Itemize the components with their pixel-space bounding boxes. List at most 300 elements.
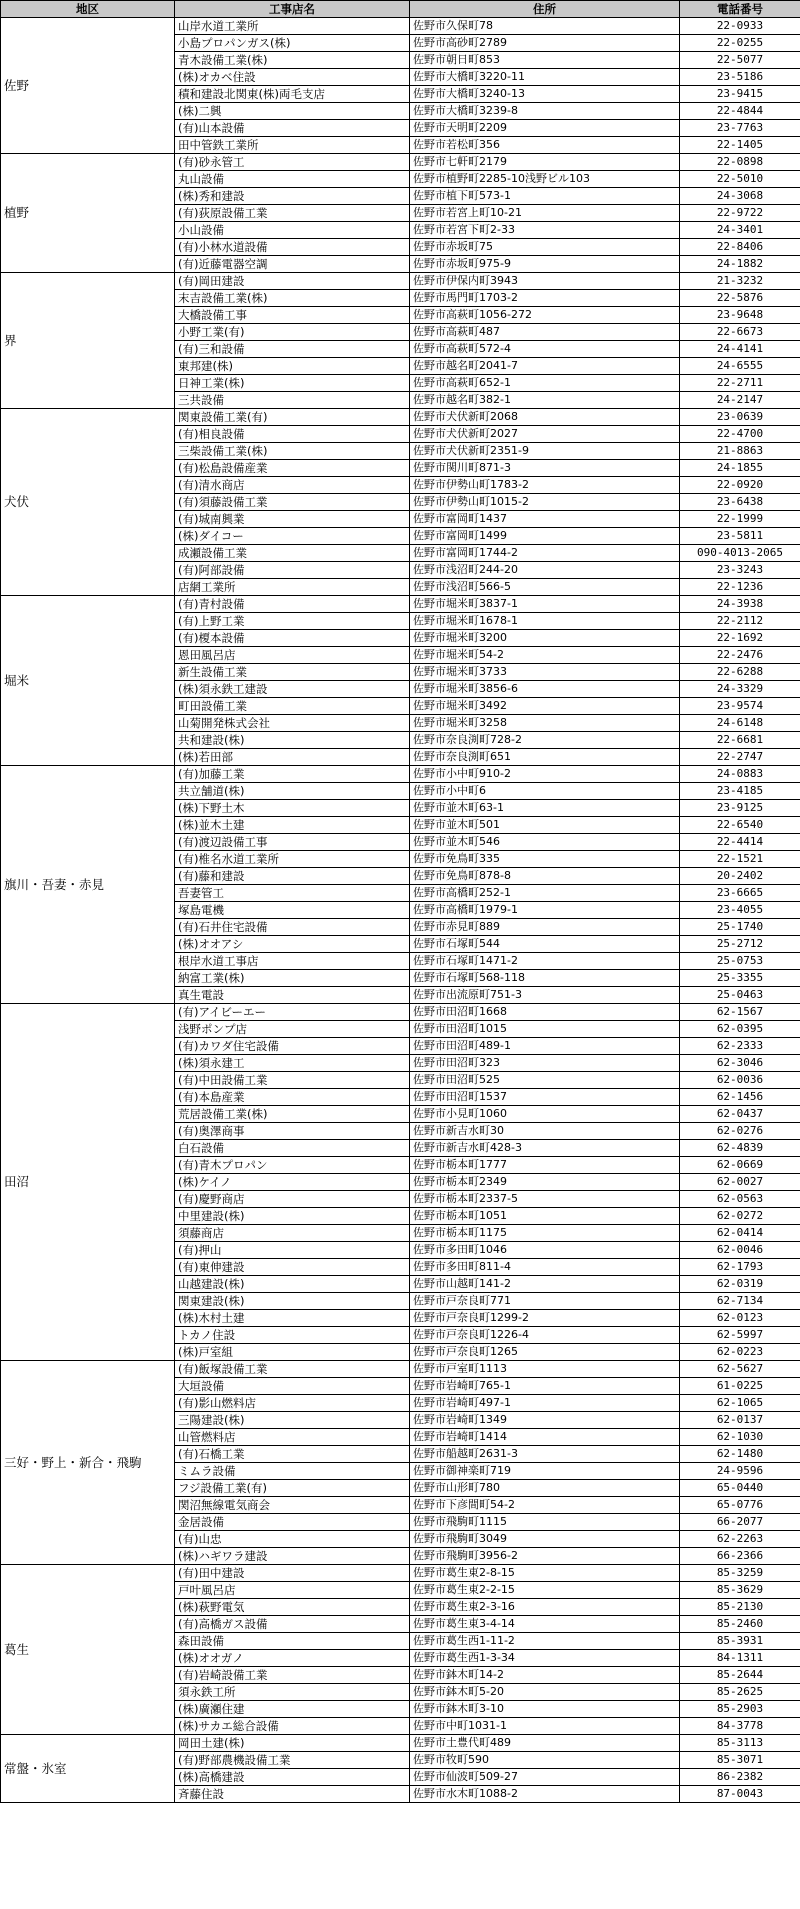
tel-cell: 22-6673 [680, 324, 800, 341]
tel-cell: 24-6555 [680, 358, 800, 375]
address-cell: 佐野市堀米町3200 [410, 630, 680, 647]
address-cell: 佐野市石塚町1471-2 [410, 953, 680, 970]
address-cell: 佐野市葛生東2-2-15 [410, 1582, 680, 1599]
table-row [1, 1735, 800, 1752]
contractor-name-cell: (有)近藤電器空調 [175, 256, 410, 273]
tel-cell: 62-0137 [680, 1412, 800, 1429]
address-cell: 佐野市免鳥町335 [410, 851, 680, 868]
table-header [1, 1, 800, 18]
contractor-name-cell: (有)高橋ガス設備 [175, 1616, 410, 1633]
contractor-name-cell: (有)三和設備 [175, 341, 410, 358]
address-cell: 佐野市犬伏新町2068 [410, 409, 680, 426]
address-cell: 佐野市富岡町1499 [410, 528, 680, 545]
address-cell: 佐野市船越町2631-3 [410, 1446, 680, 1463]
contractor-name-cell: (株)オオアシ [175, 936, 410, 953]
header-row [1, 1, 800, 18]
contractor-name-cell: (有)須藤設備工業 [175, 494, 410, 511]
table-row [1, 1004, 800, 1021]
tel-cell: 62-0563 [680, 1191, 800, 1208]
contractor-name-cell: 新生設備工業 [175, 664, 410, 681]
contractor-name-cell: (有)荻原設備工業 [175, 205, 410, 222]
address-cell: 佐野市若松町356 [410, 137, 680, 154]
address-cell: 佐野市並木町546 [410, 834, 680, 851]
tel-cell: 66-2077 [680, 1514, 800, 1531]
tel-cell: 62-0036 [680, 1072, 800, 1089]
contractor-name-cell: 共和建設(株) [175, 732, 410, 749]
address-cell: 佐野市浅沼町244-20 [410, 562, 680, 579]
contractor-name-cell: 荒居設備工業(株) [175, 1106, 410, 1123]
contractor-name-cell: (有)清水商店 [175, 477, 410, 494]
tel-cell: 62-0027 [680, 1174, 800, 1191]
contractor-name-cell: 中里建設(株) [175, 1208, 410, 1225]
tel-cell: 21-3232 [680, 273, 800, 290]
tel-cell: 22-0933 [680, 18, 800, 35]
contractor-name-cell: (有)奥澤商事 [175, 1123, 410, 1140]
contractor-name-cell: 山岸水道工業所 [175, 18, 410, 35]
address-cell: 佐野市飛駒町3049 [410, 1531, 680, 1548]
address-cell: 佐野市若宮上町10-21 [410, 205, 680, 222]
tel-cell: 62-5997 [680, 1327, 800, 1344]
contractor-name-cell: (有)野部農機設備工業 [175, 1752, 410, 1769]
contractor-name-cell: 金居設備 [175, 1514, 410, 1531]
tel-cell: 22-0255 [680, 35, 800, 52]
contractor-name-cell: 店網工業所 [175, 579, 410, 596]
address-cell: 佐野市田沼町1015 [410, 1021, 680, 1038]
contractor-name-cell: (有)飯塚設備工業 [175, 1361, 410, 1378]
contractor-name-cell: 東邦建(株) [175, 358, 410, 375]
tel-cell: 22-1236 [680, 579, 800, 596]
tel-cell: 23-4185 [680, 783, 800, 800]
tel-cell: 62-0276 [680, 1123, 800, 1140]
tel-cell: 22-8406 [680, 239, 800, 256]
address-cell: 佐野市栃本町1051 [410, 1208, 680, 1225]
tel-cell: 23-3243 [680, 562, 800, 579]
tel-cell: 62-1480 [680, 1446, 800, 1463]
table-row [1, 409, 800, 426]
address-cell: 佐野市土豊代町489 [410, 1735, 680, 1752]
contractor-name-cell: (有)押山 [175, 1242, 410, 1259]
contractor-name-cell: (有)渡辺設備工事 [175, 834, 410, 851]
contractor-name-cell: 納富工業(株) [175, 970, 410, 987]
header-name: 工事店名 [175, 1, 410, 18]
tel-cell: 22-1521 [680, 851, 800, 868]
contractor-name-cell: 白石設備 [175, 1140, 410, 1157]
address-cell: 佐野市中町1031-1 [410, 1718, 680, 1735]
tel-cell: 84-1311 [680, 1650, 800, 1667]
tel-cell: 25-0463 [680, 987, 800, 1004]
tel-cell: 62-0272 [680, 1208, 800, 1225]
contractor-name-cell: 須永鉄工所 [175, 1684, 410, 1701]
tel-cell: 85-2130 [680, 1599, 800, 1616]
contractor-name-cell: (有)上野工業 [175, 613, 410, 630]
address-cell: 佐野市並木町501 [410, 817, 680, 834]
tel-cell: 66-2366 [680, 1548, 800, 1565]
tel-cell: 22-6288 [680, 664, 800, 681]
contractor-name-cell: (有)椎名水道工業所 [175, 851, 410, 868]
contractor-name-cell: (株)萩野電気 [175, 1599, 410, 1616]
address-cell: 佐野市富岡町1744-2 [410, 545, 680, 562]
tel-cell: 62-1793 [680, 1259, 800, 1276]
contractor-name-cell: (株)オカベ住設 [175, 69, 410, 86]
tel-cell: 23-0639 [680, 409, 800, 426]
tel-cell: 24-0883 [680, 766, 800, 783]
address-cell: 佐野市葛生東2-8-15 [410, 1565, 680, 1582]
contractor-name-cell: (有)岡田建設 [175, 273, 410, 290]
contractor-name-cell: 山管燃料店 [175, 1429, 410, 1446]
address-cell: 佐野市奈良渕町728-2 [410, 732, 680, 749]
tel-cell: 85-3071 [680, 1752, 800, 1769]
address-cell: 佐野市田沼町1537 [410, 1089, 680, 1106]
contractor-name-cell: (有)榎本設備 [175, 630, 410, 647]
address-cell: 佐野市戸室町1113 [410, 1361, 680, 1378]
address-cell: 佐野市伊勢山町1015-2 [410, 494, 680, 511]
contractor-name-cell: 関東設備工業(有) [175, 409, 410, 426]
address-cell: 佐野市葛生東2-3-16 [410, 1599, 680, 1616]
tel-cell: 25-2712 [680, 936, 800, 953]
address-cell: 佐野市葛生西1-3-34 [410, 1650, 680, 1667]
address-cell: 佐野市田沼町323 [410, 1055, 680, 1072]
address-cell: 佐野市大橋町3240-13 [410, 86, 680, 103]
address-cell: 佐野市高橋町1979-1 [410, 902, 680, 919]
tel-cell: 62-1065 [680, 1395, 800, 1412]
contractor-name-cell: 三柴設備工業(株) [175, 443, 410, 460]
tel-cell: 22-2711 [680, 375, 800, 392]
address-cell: 佐野市山形町780 [410, 1480, 680, 1497]
address-cell: 佐野市飛駒町3956-2 [410, 1548, 680, 1565]
tel-cell: 24-3068 [680, 188, 800, 205]
tel-cell: 85-3113 [680, 1735, 800, 1752]
contractor-name-cell: (有)慶野商店 [175, 1191, 410, 1208]
address-cell: 佐野市高砂町2789 [410, 35, 680, 52]
contractor-name-cell: (株)高橋建設 [175, 1769, 410, 1786]
tel-cell: 86-2382 [680, 1769, 800, 1786]
address-cell: 佐野市朝日町853 [410, 52, 680, 69]
tel-cell: 62-3046 [680, 1055, 800, 1072]
contractor-name-cell: 斉藤住設 [175, 1786, 410, 1803]
area-cell: 田沼 [1, 1004, 175, 1361]
contractor-name-cell: 末吉設備工業(株) [175, 290, 410, 307]
contractor-name-cell: (株)須永鉄工建設 [175, 681, 410, 698]
address-cell: 佐野市飛駒町1115 [410, 1514, 680, 1531]
address-cell: 佐野市伊保内町3943 [410, 273, 680, 290]
tel-cell: 22-4700 [680, 426, 800, 443]
table-row [1, 766, 800, 783]
tel-cell: 62-0395 [680, 1021, 800, 1038]
address-cell: 佐野市高萩町487 [410, 324, 680, 341]
area-cell: 界 [1, 273, 175, 409]
tel-cell: 62-0223 [680, 1344, 800, 1361]
address-cell: 佐野市田沼町525 [410, 1072, 680, 1089]
contractor-name-cell: 町田設備工業 [175, 698, 410, 715]
address-cell: 佐野市小中町910-2 [410, 766, 680, 783]
address-cell: 佐野市栃本町2349 [410, 1174, 680, 1191]
table-row [1, 1565, 800, 1582]
address-cell: 佐野市葛生西1-11-2 [410, 1633, 680, 1650]
tel-cell: 23-9574 [680, 698, 800, 715]
tel-cell: 24-4141 [680, 341, 800, 358]
tel-cell: 24-2147 [680, 392, 800, 409]
contractor-name-cell: 山菊開発株式会社 [175, 715, 410, 732]
area-cell: 常盤・氷室 [1, 1735, 175, 1803]
address-cell: 佐野市鉢木町5-20 [410, 1684, 680, 1701]
contractor-name-cell: 共立舗道(株) [175, 783, 410, 800]
contractor-name-cell: ミムラ設備 [175, 1463, 410, 1480]
contractor-name-cell: (株)並木土建 [175, 817, 410, 834]
address-cell: 佐野市水木町1088-2 [410, 1786, 680, 1803]
contractor-name-cell: 小山設備 [175, 222, 410, 239]
tel-cell: 22-2112 [680, 613, 800, 630]
address-cell: 佐野市馬門町1703-2 [410, 290, 680, 307]
contractor-name-cell: (有)青木プロパン [175, 1157, 410, 1174]
contractor-name-cell: (有)本島産業 [175, 1089, 410, 1106]
address-cell: 佐野市戸奈良町1226-4 [410, 1327, 680, 1344]
area-cell: 葛生 [1, 1565, 175, 1735]
contractor-name-cell: (有)石井住宅設備 [175, 919, 410, 936]
address-cell: 佐野市出流原町751-3 [410, 987, 680, 1004]
tel-cell: 62-1030 [680, 1429, 800, 1446]
contractor-name-cell: (株)若田部 [175, 749, 410, 766]
address-cell: 佐野市堀米町3837-1 [410, 596, 680, 613]
table-row [1, 154, 800, 171]
contractor-name-cell: 三陽建設(株) [175, 1412, 410, 1429]
address-cell: 佐野市鉢木町3-10 [410, 1701, 680, 1718]
tel-cell: 62-0669 [680, 1157, 800, 1174]
address-cell: 佐野市葛生東3-4-14 [410, 1616, 680, 1633]
tel-cell: 84-3778 [680, 1718, 800, 1735]
tel-cell: 21-8863 [680, 443, 800, 460]
table-row [1, 273, 800, 290]
address-cell: 佐野市免鳥町878-8 [410, 868, 680, 885]
tel-cell: 85-2625 [680, 1684, 800, 1701]
contractor-name-cell: (株)須永建工 [175, 1055, 410, 1072]
address-cell: 佐野市越名町2041-7 [410, 358, 680, 375]
tel-cell: 23-5186 [680, 69, 800, 86]
contractor-name-cell: (有)中田設備工業 [175, 1072, 410, 1089]
tel-cell: 62-7134 [680, 1293, 800, 1310]
tel-cell: 85-2644 [680, 1667, 800, 1684]
tel-cell: 23-6665 [680, 885, 800, 902]
contractor-name-cell: (有)加藤工業 [175, 766, 410, 783]
area-cell: 犬伏 [1, 409, 175, 596]
address-cell: 佐野市新吉水町30 [410, 1123, 680, 1140]
tel-cell: 62-0319 [680, 1276, 800, 1293]
tel-cell: 24-1882 [680, 256, 800, 273]
contractor-name-cell: (有)藤和建設 [175, 868, 410, 885]
tel-cell: 22-5876 [680, 290, 800, 307]
contractor-name-cell: (株)木村土建 [175, 1310, 410, 1327]
contractor-name-cell: (有)相良設備 [175, 426, 410, 443]
address-cell: 佐野市越名町382-1 [410, 392, 680, 409]
tel-cell: 85-3629 [680, 1582, 800, 1599]
tel-cell: 25-0753 [680, 953, 800, 970]
address-cell: 佐野市高萩町572-4 [410, 341, 680, 358]
contractor-name-cell: 成瀬設備工業 [175, 545, 410, 562]
table-body [1, 18, 800, 1803]
address-cell: 佐野市鉢木町14-2 [410, 1667, 680, 1684]
address-cell: 佐野市堀米町3856-6 [410, 681, 680, 698]
contractor-name-cell: 戸叶風呂店 [175, 1582, 410, 1599]
contractor-name-cell: 塚島電機 [175, 902, 410, 919]
address-cell: 佐野市植野町2285-10浅野ビル103 [410, 171, 680, 188]
address-cell: 佐野市久保町78 [410, 18, 680, 35]
contractor-name-cell: 恩田風呂店 [175, 647, 410, 664]
address-cell: 佐野市牧町590 [410, 1752, 680, 1769]
tel-cell: 62-2333 [680, 1038, 800, 1055]
address-cell: 佐野市栃本町1175 [410, 1225, 680, 1242]
address-cell: 佐野市高萩町652-1 [410, 375, 680, 392]
tel-cell: 23-7763 [680, 120, 800, 137]
tel-cell: 23-5811 [680, 528, 800, 545]
address-cell: 佐野市御神楽町719 [410, 1463, 680, 1480]
address-cell: 佐野市奈良渕町651 [410, 749, 680, 766]
tel-cell: 23-9415 [680, 86, 800, 103]
contractor-name-cell: 小野工業(有) [175, 324, 410, 341]
tel-cell: 22-4414 [680, 834, 800, 851]
address-cell: 佐野市栃本町1777 [410, 1157, 680, 1174]
area-cell: 植野 [1, 154, 175, 273]
contractor-name-cell: (有)城南興業 [175, 511, 410, 528]
tel-cell: 22-1405 [680, 137, 800, 154]
address-cell: 佐野市田沼町489-1 [410, 1038, 680, 1055]
contractor-name-cell: 吾妻管工 [175, 885, 410, 902]
tel-cell: 22-1999 [680, 511, 800, 528]
contractor-name-cell: (有)石橋工業 [175, 1446, 410, 1463]
address-cell: 佐野市若宮下町2-33 [410, 222, 680, 239]
tel-cell: 24-6148 [680, 715, 800, 732]
area-cell: 旗川・吾妻・赤見 [1, 766, 175, 1004]
address-cell: 佐野市岩崎町765-1 [410, 1378, 680, 1395]
address-cell: 佐野市栃本町2337-5 [410, 1191, 680, 1208]
address-cell: 佐野市大橋町3220-11 [410, 69, 680, 86]
address-cell: 佐野市関川町871-3 [410, 460, 680, 477]
contractor-name-cell: トカノ住設 [175, 1327, 410, 1344]
area-cell: 佐野 [1, 18, 175, 154]
tel-cell: 23-4055 [680, 902, 800, 919]
address-cell: 佐野市戸奈良町771 [410, 1293, 680, 1310]
contractor-name-cell: 森田設備 [175, 1633, 410, 1650]
address-cell: 佐野市堀米町3492 [410, 698, 680, 715]
contractor-name-cell: (株)ダイコー [175, 528, 410, 545]
contractor-name-cell: (有)影山燃料店 [175, 1395, 410, 1412]
header-area: 地区 [1, 1, 175, 18]
tel-cell: 20-2402 [680, 868, 800, 885]
contractor-name-cell: 山越建設(株) [175, 1276, 410, 1293]
address-cell: 佐野市堀米町3258 [410, 715, 680, 732]
tel-cell: 62-1567 [680, 1004, 800, 1021]
tel-cell: 22-4844 [680, 103, 800, 120]
header-tel: 電話番号 [680, 1, 800, 18]
tel-cell: 62-4839 [680, 1140, 800, 1157]
contractor-name-cell: 田中管鉄工業所 [175, 137, 410, 154]
address-cell: 佐野市石塚町568-118 [410, 970, 680, 987]
contractor-name-cell: 岡田土建(株) [175, 1735, 410, 1752]
address-cell: 佐野市岩崎町1349 [410, 1412, 680, 1429]
tel-cell: 22-2747 [680, 749, 800, 766]
tel-cell: 24-3401 [680, 222, 800, 239]
address-cell: 佐野市伊勢山町1783-2 [410, 477, 680, 494]
table-row [1, 18, 800, 35]
tel-cell: 24-3329 [680, 681, 800, 698]
tel-cell: 090-4013-2065 [680, 545, 800, 562]
address-cell: 佐野市堀米町1678-1 [410, 613, 680, 630]
tel-cell: 22-9722 [680, 205, 800, 222]
contractor-name-cell: (株)ケイノ [175, 1174, 410, 1191]
tel-cell: 22-1692 [680, 630, 800, 647]
tel-cell: 62-2263 [680, 1531, 800, 1548]
contractor-name-cell: (有)青村設備 [175, 596, 410, 613]
address-cell: 佐野市天明町2209 [410, 120, 680, 137]
address-cell: 佐野市植下町573-1 [410, 188, 680, 205]
table-row [1, 596, 800, 613]
contractor-name-cell: (株)ハギワラ建設 [175, 1548, 410, 1565]
address-cell: 佐野市堀米町3733 [410, 664, 680, 681]
address-cell: 佐野市富岡町1437 [410, 511, 680, 528]
tel-cell: 85-2903 [680, 1701, 800, 1718]
tel-cell: 24-3938 [680, 596, 800, 613]
tel-cell: 85-3931 [680, 1633, 800, 1650]
address-cell: 佐野市戸奈良町1265 [410, 1344, 680, 1361]
contractor-name-cell: (株)下野土木 [175, 800, 410, 817]
contractor-name-cell: (株)サカエ総合設備 [175, 1718, 410, 1735]
contractor-name-cell: (有)松島設備産業 [175, 460, 410, 477]
address-cell: 佐野市小見町1060 [410, 1106, 680, 1123]
address-cell: 佐野市赤見町889 [410, 919, 680, 936]
tel-cell: 62-0123 [680, 1310, 800, 1327]
tel-cell: 22-0898 [680, 154, 800, 171]
tel-cell: 23-9125 [680, 800, 800, 817]
address-cell: 佐野市堀米町54-2 [410, 647, 680, 664]
table-row [1, 1361, 800, 1378]
contractor-name-cell: 根岸水道工事店 [175, 953, 410, 970]
tel-cell: 65-0776 [680, 1497, 800, 1514]
tel-cell: 23-6438 [680, 494, 800, 511]
address-cell: 佐野市高萩町1056-272 [410, 307, 680, 324]
tel-cell: 22-2476 [680, 647, 800, 664]
tel-cell: 24-9596 [680, 1463, 800, 1480]
contractor-name-cell: (株)戸室組 [175, 1344, 410, 1361]
tel-cell: 62-0414 [680, 1225, 800, 1242]
contractor-name-cell: (有)山本設備 [175, 120, 410, 137]
address-cell: 佐野市大橋町3239-8 [410, 103, 680, 120]
address-cell: 佐野市赤坂町975-9 [410, 256, 680, 273]
contractor-name-cell: 真生電設 [175, 987, 410, 1004]
contractor-name-cell: (株)秀和建設 [175, 188, 410, 205]
tel-cell: 23-9648 [680, 307, 800, 324]
tel-cell: 62-1456 [680, 1089, 800, 1106]
tel-cell: 85-2460 [680, 1616, 800, 1633]
contractor-name-cell: 大垣設備 [175, 1378, 410, 1395]
contractor-name-cell: (株)オオガノ [175, 1650, 410, 1667]
area-cell: 三好・野上・新合・飛駒 [1, 1361, 175, 1565]
address-cell: 佐野市高橋町252-1 [410, 885, 680, 902]
address-cell: 佐野市石塚町544 [410, 936, 680, 953]
contractor-name-cell: 丸山設備 [175, 171, 410, 188]
tel-cell: 62-0437 [680, 1106, 800, 1123]
address-cell: 佐野市岩崎町1414 [410, 1429, 680, 1446]
contractor-name-cell: (有)東伸建設 [175, 1259, 410, 1276]
tel-cell: 85-3259 [680, 1565, 800, 1582]
address-cell: 佐野市多田町1046 [410, 1242, 680, 1259]
tel-cell: 62-0046 [680, 1242, 800, 1259]
contractor-name-cell: (有)カワダ住宅設備 [175, 1038, 410, 1055]
address-cell: 佐野市多田町811-4 [410, 1259, 680, 1276]
contractor-name-cell: 小島プロパンガス(株) [175, 35, 410, 52]
address-cell: 佐野市仙波町509-27 [410, 1769, 680, 1786]
contractor-name-cell: 青木設備工業(株) [175, 52, 410, 69]
contractor-name-cell: (有)田中建設 [175, 1565, 410, 1582]
contractor-name-cell: (株)二興 [175, 103, 410, 120]
address-cell: 佐野市戸奈良町1299-2 [410, 1310, 680, 1327]
